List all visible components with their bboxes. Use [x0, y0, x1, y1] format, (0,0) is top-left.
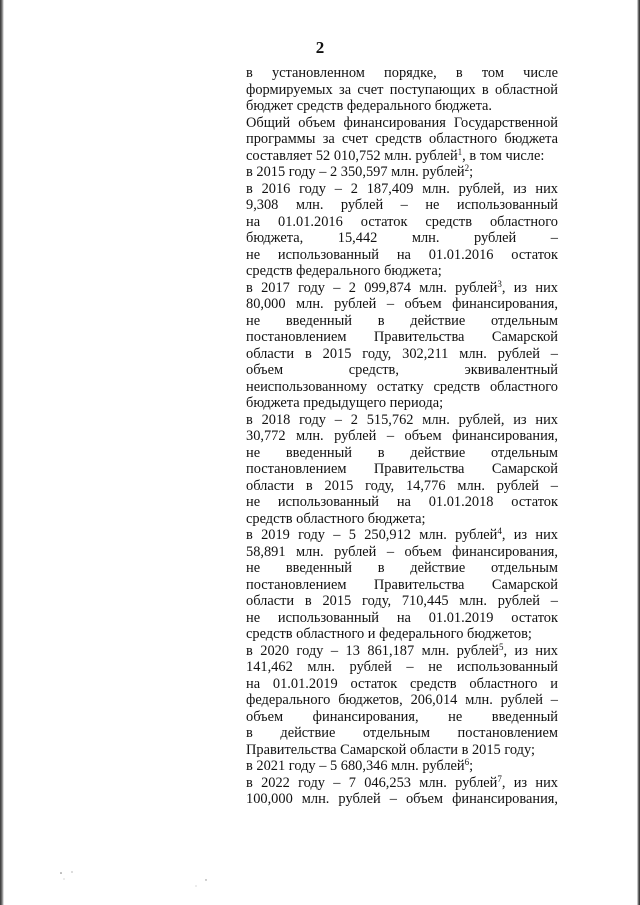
- text-line-content: в 2016 году – 2 187,409 млн. рублей, из них: [246, 180, 558, 197]
- footnote-marker: 7: [497, 773, 502, 784]
- text-line: [246, 82, 558, 99]
- text-line-content: 30,772 млн. рублей – объем финансирования,: [246, 428, 558, 444]
- text-line-content: программы за счет средств областного бюджета: [246, 131, 558, 147]
- text-line: [246, 461, 558, 478]
- text-line-content: средств областного и федерального бюджетов;: [246, 626, 532, 642]
- text-line: [246, 329, 558, 346]
- text-line-content: средств федерального бюджета;: [246, 263, 442, 279]
- text-line: [246, 115, 558, 132]
- text-line: [246, 593, 558, 610]
- text-line: [246, 164, 558, 181]
- text-line: [246, 791, 558, 808]
- text-line-tail: ;: [469, 164, 474, 180]
- text-line-content: 100,000 млн. рублей – объем финансирования,: [246, 791, 558, 807]
- text-line: [246, 247, 558, 264]
- text-line-tail: ;: [469, 758, 474, 774]
- text-line-content: бюджета предыдущего периода;: [246, 395, 444, 411]
- text-line: [246, 511, 558, 528]
- text-line: [246, 544, 558, 561]
- text-line-content: в 2017 году – 2 099,874 млн. рублей: [246, 279, 498, 296]
- text-line-content: средств областного бюджета;: [246, 510, 426, 527]
- text-line-content: Общий объем финансирования Государственной: [246, 114, 558, 131]
- text-line-content: бюджет средств федерального бюджета.: [246, 98, 493, 114]
- text-line: [246, 131, 558, 148]
- text-line-content: в 2019 году – 5 250,912 млн. рублей: [246, 527, 498, 543]
- text-line: [246, 395, 558, 412]
- text-line: [246, 626, 558, 643]
- text-line-tail: , из них: [501, 774, 558, 791]
- text-line-content: бюджета, 15,442 млн. рублей –: [246, 230, 558, 246]
- text-line-tail: , из них: [501, 279, 558, 296]
- text-line: [246, 445, 558, 462]
- text-line: [246, 577, 558, 594]
- text-line: [246, 346, 558, 363]
- text-line-content: в 2022 году – 7 046,253 млн. рублей: [246, 774, 498, 791]
- text-line: [246, 494, 558, 511]
- text-line-content: формируемых за счет поступающих в областной: [246, 81, 558, 98]
- text-line: [246, 280, 558, 297]
- text-line-content: области в 2015 году, 302,211 млн. рублей –: [246, 345, 558, 362]
- text-line: [246, 659, 558, 676]
- footnote-marker: 6: [464, 757, 470, 767]
- body-text: [246, 65, 558, 808]
- text-line-content: области в 2015 году, 710,445 млн. рублей –: [246, 593, 558, 609]
- text-line-tail: , из них: [501, 527, 558, 543]
- text-line: [246, 197, 558, 214]
- footnote-marker: 3: [497, 278, 502, 289]
- text-line-content: не введенный в действие отдельным: [246, 560, 558, 576]
- text-line-content: неиспользованному остатку средств областного: [246, 378, 558, 395]
- footnote-marker: 1: [457, 146, 463, 157]
- text-line-content: на 01.01.2019 остаток средств областного и: [246, 675, 558, 692]
- text-line-content: в 2015 году – 2 350,597 млн. рублей: [246, 164, 465, 180]
- text-line-content: составляет 52 010,752 млн. рублей: [246, 147, 458, 164]
- text-line: [246, 676, 558, 693]
- text-line-tail: , из них: [503, 642, 558, 659]
- text-line-content: объем средств, эквивалентный: [246, 362, 558, 378]
- text-line: [246, 742, 558, 759]
- footnote-marker: 4: [497, 526, 502, 536]
- text-line-content: не использованный на 01.01.2018 остаток: [246, 494, 558, 510]
- text-line: [246, 527, 558, 544]
- text-line: [246, 428, 558, 445]
- text-line: [246, 412, 558, 429]
- footnote-marker: 5: [498, 641, 504, 652]
- text-line-content: не использованный на 01.01.2019 остаток: [246, 609, 558, 626]
- text-line-content: федерального бюджетов, 206,014 млн. рублей –: [246, 692, 558, 708]
- text-line-tail: , в том числе:: [462, 147, 545, 164]
- text-line: [246, 775, 558, 792]
- text-line: [246, 560, 558, 577]
- text-line: [246, 610, 558, 627]
- text-line-content: Правительства Самарской области в 2015 году;: [246, 741, 535, 758]
- text-line: [246, 98, 558, 115]
- text-line: [246, 230, 558, 247]
- page-number: 2: [315, 38, 325, 57]
- text-line-content: области в 2015 году, 14,776 млн. рублей –: [246, 477, 558, 494]
- text-line-content: 141,462 млн. рублей – не использованный: [246, 659, 558, 675]
- text-line: [246, 214, 558, 231]
- text-line: [246, 296, 558, 313]
- text-line: [246, 148, 558, 165]
- text-line-content: в 2020 году – 13 861,187 млн. рублей: [246, 642, 499, 659]
- scan-edge-left: [0, 0, 4, 905]
- text-line: [246, 709, 558, 726]
- text-line-content: постановлением Правительства Самарской: [246, 461, 558, 477]
- text-line-content: не введенный в действие отдельным: [246, 312, 558, 329]
- text-line: [246, 379, 558, 396]
- text-line: [246, 725, 558, 742]
- text-line-content: 58,891 млн. рублей – объем финансирования,: [246, 543, 558, 560]
- footnote-marker: 2: [464, 163, 470, 173]
- text-line-content: не введенный в действие отдельным: [246, 444, 558, 461]
- text-line: [246, 313, 558, 330]
- text-line-content: 9,308 млн. рублей – не использованный: [246, 197, 558, 213]
- text-line: [246, 65, 558, 82]
- text-line-content: в действие отдельным постановлением: [246, 725, 558, 741]
- text-line-content: объем финансирования, не введенный: [246, 708, 558, 725]
- text-line-content: 80,000 млн. рублей – объем финансирования,: [246, 296, 558, 312]
- text-line: [246, 478, 558, 495]
- text-line-content: в установленном порядке, в том числе: [246, 65, 558, 81]
- text-line: [246, 758, 558, 775]
- text-line: [246, 643, 558, 660]
- text-line: [246, 181, 558, 198]
- text-line-content: постановлением Правительства Самарской: [246, 329, 558, 345]
- text-line-content: постановлением Правительства Самарской: [246, 576, 558, 593]
- text-line: [246, 692, 558, 709]
- text-line-content: не использованный на 01.01.2016 остаток: [246, 246, 558, 263]
- text-line-content: в 2021 году – 5 680,346 млн. рублей: [246, 758, 465, 774]
- text-line: [246, 362, 558, 379]
- text-line-content: на 01.01.2016 остаток средств областного: [246, 213, 558, 230]
- text-line: [246, 263, 558, 280]
- text-line-content: в 2018 году – 2 515,762 млн. рублей, из них: [246, 411, 558, 428]
